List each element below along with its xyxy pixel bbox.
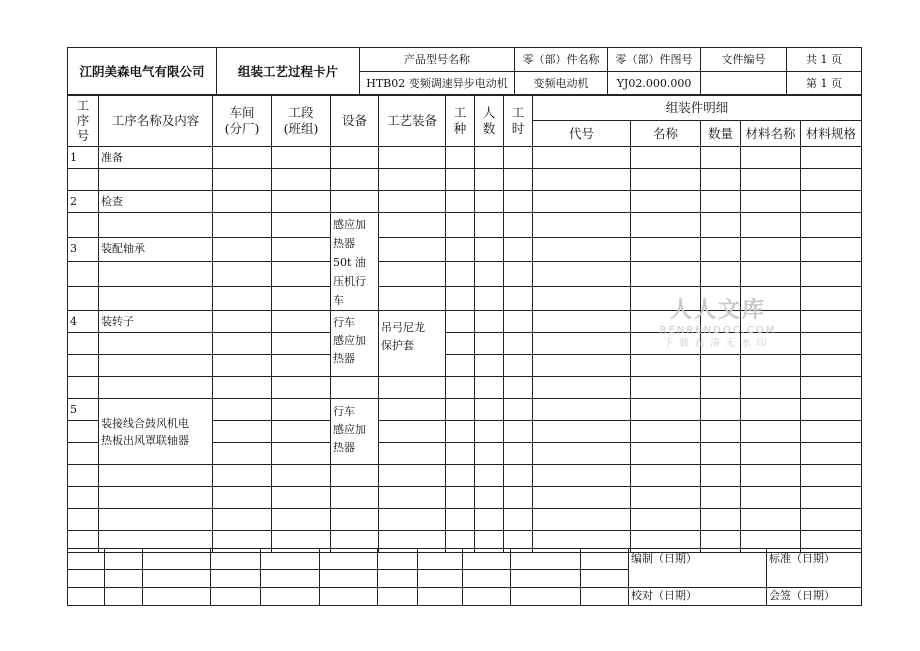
part-name-value: 变频电动机 xyxy=(515,72,608,96)
table-row xyxy=(68,262,862,287)
compiled-label: 编制（日期） xyxy=(629,549,767,570)
col-quantity: 数量 xyxy=(701,121,741,147)
table-row xyxy=(68,399,862,421)
company-name: 江阴美森电气有限公司 xyxy=(68,48,217,96)
countersigned-label: 会签（日期） xyxy=(767,587,862,605)
product-model-label: 产品型号名称 xyxy=(360,48,515,72)
part-name-label: 零（部）件名称 xyxy=(515,48,608,72)
step-name: 装转子 xyxy=(99,311,213,333)
page-number: 第 1 页 xyxy=(787,72,862,96)
step-name: 装配轴承 xyxy=(99,237,213,262)
step-equipment: 行车 感应加 热器 xyxy=(331,311,379,377)
step-name: 装接线合鼓风机电 热板出风罩联轴器 xyxy=(99,399,213,465)
step-no: 3 xyxy=(68,237,99,262)
doc-number-value xyxy=(701,72,787,96)
standardized-label: 标准（日期） xyxy=(767,549,862,570)
product-model-value: HTB02 变频调速异步电动机 xyxy=(360,72,515,96)
col-material-spec: 材料规格 xyxy=(801,121,862,147)
step-equipment: 感应加 热器 50t 油 压机行 车 xyxy=(331,213,379,311)
checked-label: 校对（日期） xyxy=(629,587,767,605)
card-title: 组装工艺过程卡片 xyxy=(217,48,360,96)
step-no: 5 xyxy=(68,399,99,421)
step-name: 准备 xyxy=(99,147,213,169)
table-row xyxy=(68,213,862,238)
watermark-title: 人人文库 xyxy=(669,298,766,323)
watermark xyxy=(648,298,788,350)
col-hours: 工 时 xyxy=(504,95,533,147)
table-row xyxy=(68,237,862,262)
part-drawing-label: 零（部）件图号 xyxy=(608,48,701,72)
col-tooling: 工艺装备 xyxy=(379,95,446,147)
step-no: 1 xyxy=(68,147,99,169)
col-step-no: 工 序 号 xyxy=(68,95,99,147)
watermark-site: RENRENDOC.COM xyxy=(659,325,777,336)
table-row xyxy=(68,169,862,191)
col-trade: 工 种 xyxy=(446,95,475,147)
watermark-slogan: 下载高清无水印 xyxy=(663,338,773,349)
table-row xyxy=(68,509,862,531)
step-no: 2 xyxy=(68,191,99,213)
table-row xyxy=(68,147,862,169)
total-pages: 共 1 页 xyxy=(787,48,862,72)
col-code: 代号 xyxy=(533,121,631,147)
step-tooling: 吊弓尼龙 保护套 xyxy=(379,311,446,377)
col-headcount: 人 数 xyxy=(475,95,504,147)
col-step-name: 工序名称及内容 xyxy=(99,95,213,147)
col-equipment: 设备 xyxy=(331,95,379,147)
part-drawing-value: YJ02.000.000 xyxy=(608,72,701,96)
card-header xyxy=(67,47,862,96)
table-row xyxy=(68,355,862,377)
doc-number-label: 文件编号 xyxy=(701,48,787,72)
step-no: 4 xyxy=(68,311,99,333)
step-name: 检查 xyxy=(99,191,213,213)
table-row xyxy=(68,191,862,213)
col-material-name: 材料名称 xyxy=(741,121,801,147)
table-row xyxy=(68,487,862,509)
col-assembly-detail: 组装件明细 xyxy=(533,95,862,121)
signature-block xyxy=(67,548,862,606)
col-workshop: 车间 (分厂) xyxy=(213,95,272,147)
step-equipment: 行车 感应加 热器 xyxy=(331,399,379,465)
col-section: 工段 (班组) xyxy=(272,95,331,147)
table-row xyxy=(68,377,862,399)
col-name: 名称 xyxy=(631,121,701,147)
table-row xyxy=(68,465,862,487)
